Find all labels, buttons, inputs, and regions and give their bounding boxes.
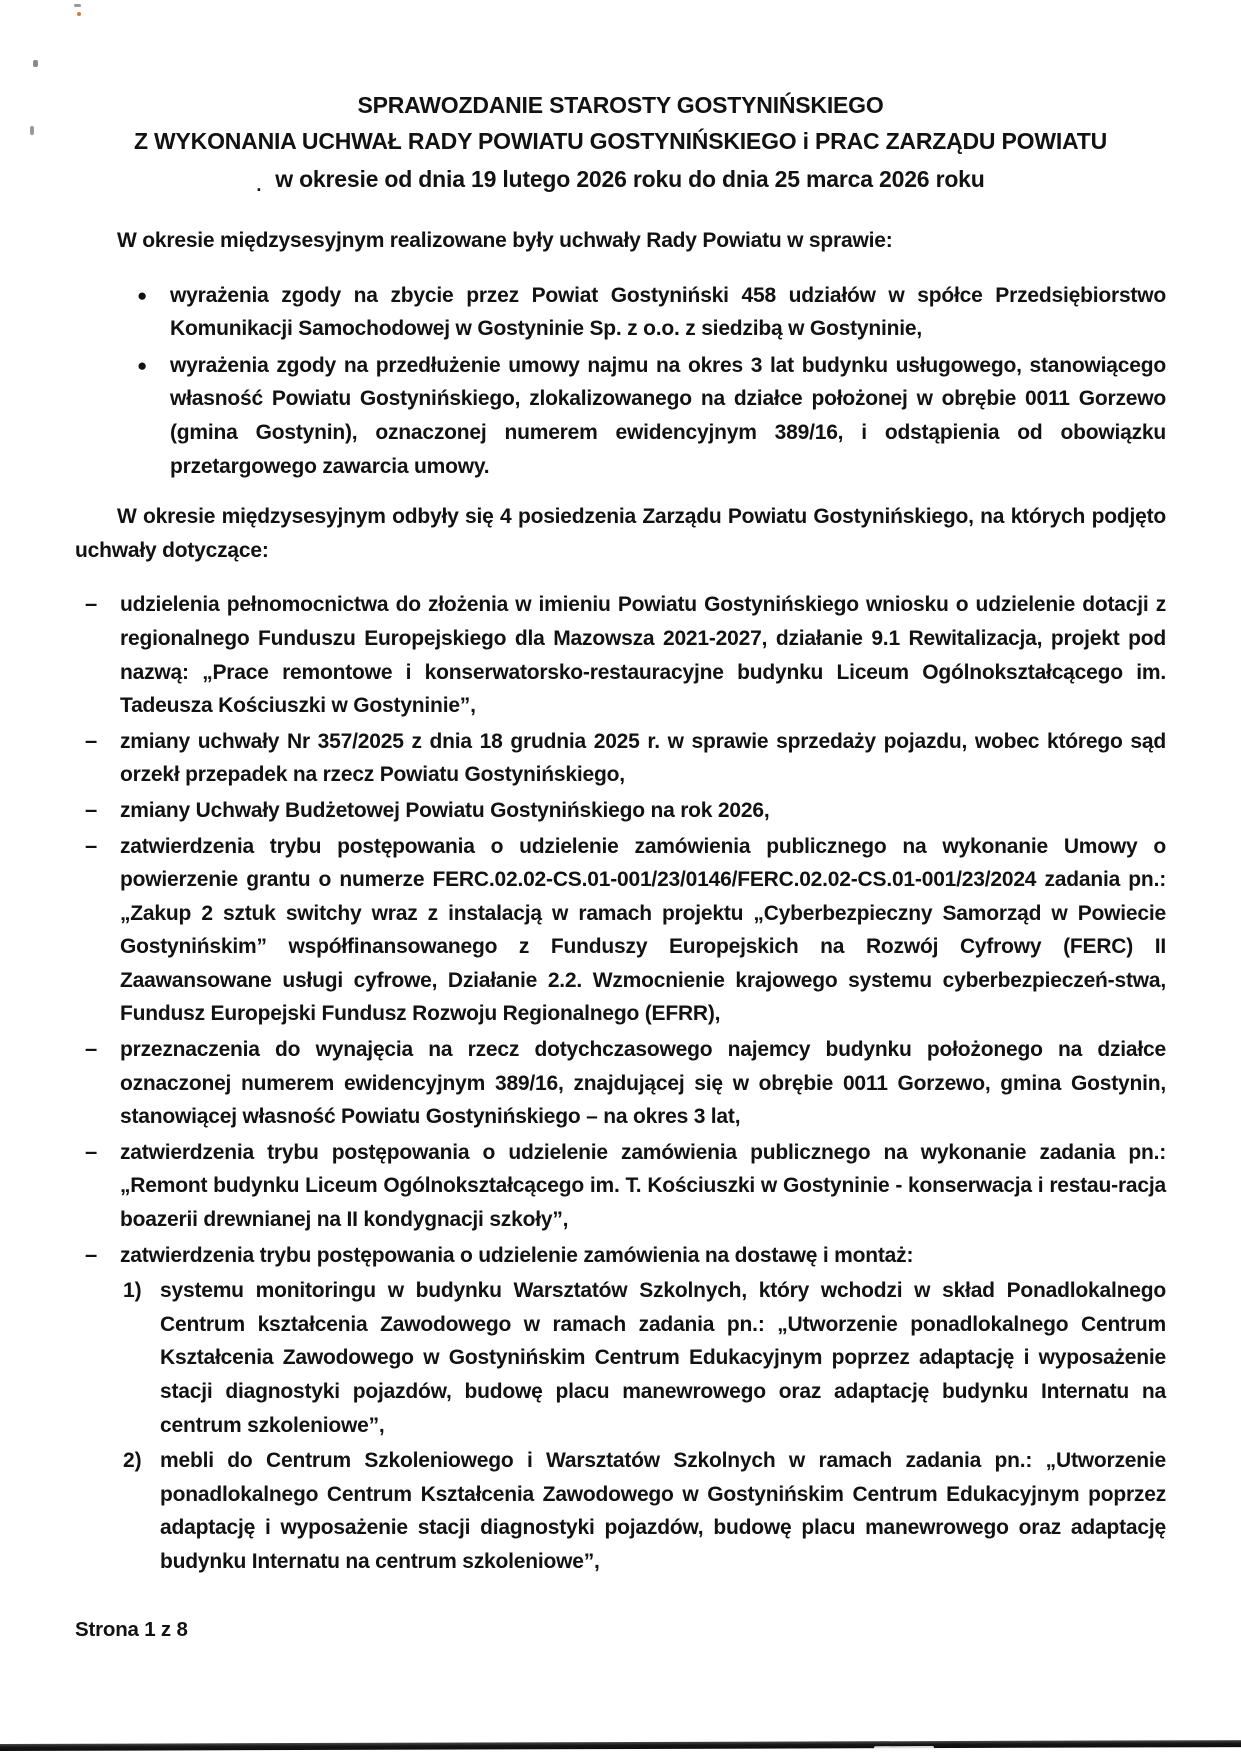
scan-artifact bbox=[74, 4, 81, 7]
report-period-text: w okresie od dnia 19 lutego 2026 roku do dnia 25 marca 2026 roku bbox=[275, 166, 985, 192]
dash-icon: – bbox=[85, 727, 98, 753]
list-item-text: zmiany uchwały Nr 357/2025 z dnia 18 grudnia 2025 r. w sprawie sprzedaży pojazdu, wobec którego sąd orzekł przepadek na rzecz Powiatu Gostynińskiego, bbox=[120, 729, 1166, 787]
item-number: 1) bbox=[123, 1279, 142, 1303]
dash-icon: – bbox=[85, 591, 98, 617]
numbered-list-item bbox=[75, 1444, 1166, 1578]
page-number-label: Strona 1 z 8 bbox=[75, 1618, 188, 1641]
dash-icon: – bbox=[85, 1138, 98, 1164]
intro-heading: W okresie międzysesyjnym realizowane były uchwały Rady Powiatu w sprawie: bbox=[117, 229, 893, 252]
list-item bbox=[75, 794, 1166, 828]
board-sessions-heading: W okresie międzysesyjnym odbyły się 4 posiedzenia Zarządu Powiatu Gostynińskiego, na których podjęto uchwały dotyczące: bbox=[75, 505, 1166, 562]
bullet-icon: ● bbox=[137, 355, 148, 375]
list-item bbox=[75, 1136, 1166, 1237]
list-item-text: udzielenia pełnomocnictwa do złożenia w imieniu Powiatu Gostynińskiego wniosku o udzielenie dotacji z regionalnego Funduszu Europejskiego dla Mazowsza 2021-2027, działanie 9.1 Rewitalizacja, projekt pod nazwą: „Prace remontowe i konserwatorsko-restauracyjne budynku Liceum Ogólnokształcącego im. Tadeusza Kościuszki w Gostyninie”, bbox=[120, 593, 1166, 718]
list-item-text: zatwierdzenia trybu postępowania o udzielenie zamówienia publicznego na wykonanie zadania pn.: „Remont budynku Liceum Ogólnokształcącego im. T. Kościuszki w Gostyninie - konserwacja i restau-racja boazerii drewnianej na II kondygnacji szkoły”, bbox=[120, 1140, 1166, 1232]
scan-artifact bbox=[33, 60, 38, 67]
list-item-text: mebli do Centrum Szkoleniowego i Warsztatów Szkolnych w ramach zadania pn.: „Utworzenie ponadlokalnego Centrum Kształcenia Zawodowego w Gostynińskim Centrum Edukacyjnym poprzez adaptację i wyposażenie stacji diagnostyki pojazdów, budowę placu manewrowego oraz adaptację budynku Internatu na centrum szkoleniowe”, bbox=[160, 1449, 1166, 1573]
dash-icon: – bbox=[85, 796, 98, 822]
dash-icon: – bbox=[85, 832, 98, 858]
list-item-text: przeznaczenia do wynajęcia na rzecz dotychczasowego najemcy budynku położonego na działce oznaczonej numerem ewidencyjnym 389/16, znajdującej się w obrębie 0011 Gorzewo, gmina Gostynin, stanowiącej własność Powiatu Gostynińskiego – na okres 3 lat, bbox=[120, 1038, 1166, 1129]
list-item bbox=[75, 588, 1166, 722]
list-item-text: zatwierdzenia trybu postępowania o udzielenie zamówienia publicznego na wykonanie Umowy o powierzenie grantu o numerze FERC.02.02-CS.01-001/23/0146/FERC.02.02-CS.01-001/23/2024 zadania pn.: „Zakup 2 sztuk switchy wraz z instalacją w ramach projektu „Cyberbezpieczny Samorząd w Powiecie Gostynińskim” współfinansowanego z Funduszy Europejskich na Rozwój Cyfrowy (FERC) II Zaawansowane usługi cyfrowe, Działanie 2.2. Wzmocnienie krajowego systemu cyberbezpieczeń-stwa, Fundusz Europejski Fundusz Rozwoju Regionalnego (EFRR), bbox=[120, 834, 1166, 1026]
scan-artifact bbox=[77, 12, 81, 16]
document-title-line2: Z WYKONANIA UCHWAŁ RADY POWIATU GOSTYNIŃSKIEGO i PRAC ZARZĄDU POWIATU bbox=[133, 128, 1108, 154]
list-item-text: wyrażenia zgody na zbycie przez Powiat Gostyniński 458 udziałów w spółce Przedsiębiorstwo Komunikacji Samochodowej w Gostyninie Sp. z o.o. z siedzibą w Gostyninie, bbox=[170, 283, 1166, 341]
list-item-text: wyrażenia zgody na przedłużenie umowy najmu na okres 3 lat budynku usługowego, stanowiącego własność Powiatu Gostynińskiego, zlokalizowanego na działce położonej w obrębie 0011 Gorzewo (gmina Gostynin), oznaczonej numerem ewidencyjnym 389/16, i odstąpienia od obowiązku przetargowego zawarcia umowy. bbox=[170, 353, 1166, 478]
item-number: 2) bbox=[123, 1449, 142, 1473]
list-item-text: zatwierdzenia trybu postępowania o udzielenie zamówienia na dostawę i montaż: bbox=[120, 1243, 914, 1267]
scan-edge-bar bbox=[0, 1740, 1241, 1751]
document-title-line1: SPRAWOZDANIE STAROSTY GOSTYNIŃSKIEGO bbox=[357, 92, 884, 118]
document-content bbox=[75, 88, 1166, 1579]
scan-artifact bbox=[30, 126, 34, 135]
list-item bbox=[75, 725, 1166, 792]
list-item bbox=[75, 1033, 1166, 1134]
stray-period-mark: . bbox=[256, 175, 262, 195]
dash-icon: – bbox=[85, 1036, 98, 1062]
list-item-text: zmiany Uchwały Budżetowej Powiatu Gostynińskiego na rok 2026, bbox=[120, 798, 770, 822]
list-item bbox=[75, 279, 1166, 346]
council-resolutions-list bbox=[75, 279, 1166, 484]
list-item bbox=[75, 349, 1166, 483]
list-item bbox=[75, 1239, 1166, 1273]
numbered-list-item bbox=[75, 1274, 1166, 1442]
bullet-icon: ● bbox=[137, 285, 148, 305]
board-resolutions-list bbox=[75, 588, 1166, 1578]
dash-icon: – bbox=[85, 1241, 98, 1267]
list-item bbox=[75, 830, 1166, 1032]
list-item-text: systemu monitoringu w budynku Warsztatów Szkolnych, który wchodzi w skład Ponadlokalnego Centrum kształcenia Zawodowego w ramach zadania pn.: „Utworzenie ponadlokalnego Centrum Kształcenia Zawodowego w Gostynińskim Centrum Edukacyjnym poprzez adaptację i wyposażenie stacji diagnostyki pojazdów, budowę placu manewrowego oraz adaptację budynku Internatu na centrum szkoleniowe”, bbox=[160, 1279, 1166, 1437]
document-title-block bbox=[75, 88, 1166, 198]
document-title-line3 bbox=[75, 162, 1166, 198]
